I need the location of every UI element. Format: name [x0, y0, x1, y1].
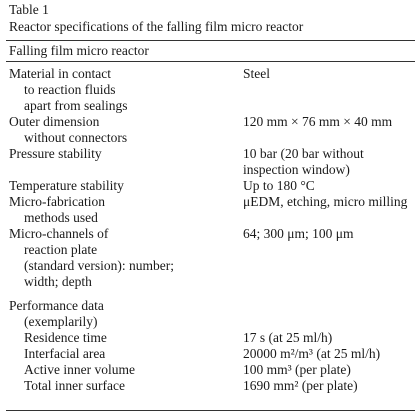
row-value: 120 mm × 76 mm × 40 mm [243, 114, 393, 129]
row-label: (exemplarily) [24, 314, 98, 329]
row-label: Total inner surface [24, 378, 126, 393]
row-label: Performance data [9, 298, 104, 313]
row-label: Interfacial area [24, 346, 106, 361]
row-label: reaction plate [24, 242, 98, 257]
row-label: Pressure stability [9, 146, 102, 161]
row-label: width; depth [24, 274, 92, 289]
row-value: 20000 m²/m³ (at 25 ml/h) [243, 346, 381, 361]
row-label: apart from sealings [24, 98, 128, 113]
row-value: inspection window) [243, 162, 350, 177]
row-label: Temperature stability [9, 178, 124, 193]
row-label: Active inner volume [24, 362, 135, 377]
row-value: 64; 300 μm; 100 μm [243, 226, 354, 241]
row-value: 10 bar (20 bar without [243, 146, 364, 161]
row-value: 1690 mm² (per plate) [243, 378, 358, 393]
row-label: Outer dimension [9, 114, 100, 129]
row-label: Material in contact [9, 66, 111, 81]
row-value: 100 mm³ (per plate) [243, 362, 351, 377]
table-top-rule [6, 40, 415, 41]
row-label: Micro-fabrication [9, 194, 105, 209]
table-section-title: Falling film micro reactor [9, 43, 149, 58]
table-bottom-rule [6, 410, 415, 411]
row-label: methods used [24, 210, 98, 225]
row-label: Residence time [24, 330, 107, 345]
row-label: (standard version): number; [24, 258, 174, 273]
table-caption: Reactor specifications of the falling film micro reactor [9, 19, 304, 34]
table-header-rule [6, 61, 415, 62]
row-value: 17 s (at 25 ml/h) [243, 330, 333, 345]
row-value: μEDM, etching, micro milling [243, 194, 408, 209]
table-number: Table 1 [9, 2, 49, 17]
row-value: Up to 180 °C [243, 178, 315, 193]
row-value: Steel [243, 66, 270, 81]
row-label: Micro-channels of [9, 226, 109, 241]
row-label: without connectors [24, 130, 128, 145]
row-label: to reaction fluids [24, 82, 116, 97]
